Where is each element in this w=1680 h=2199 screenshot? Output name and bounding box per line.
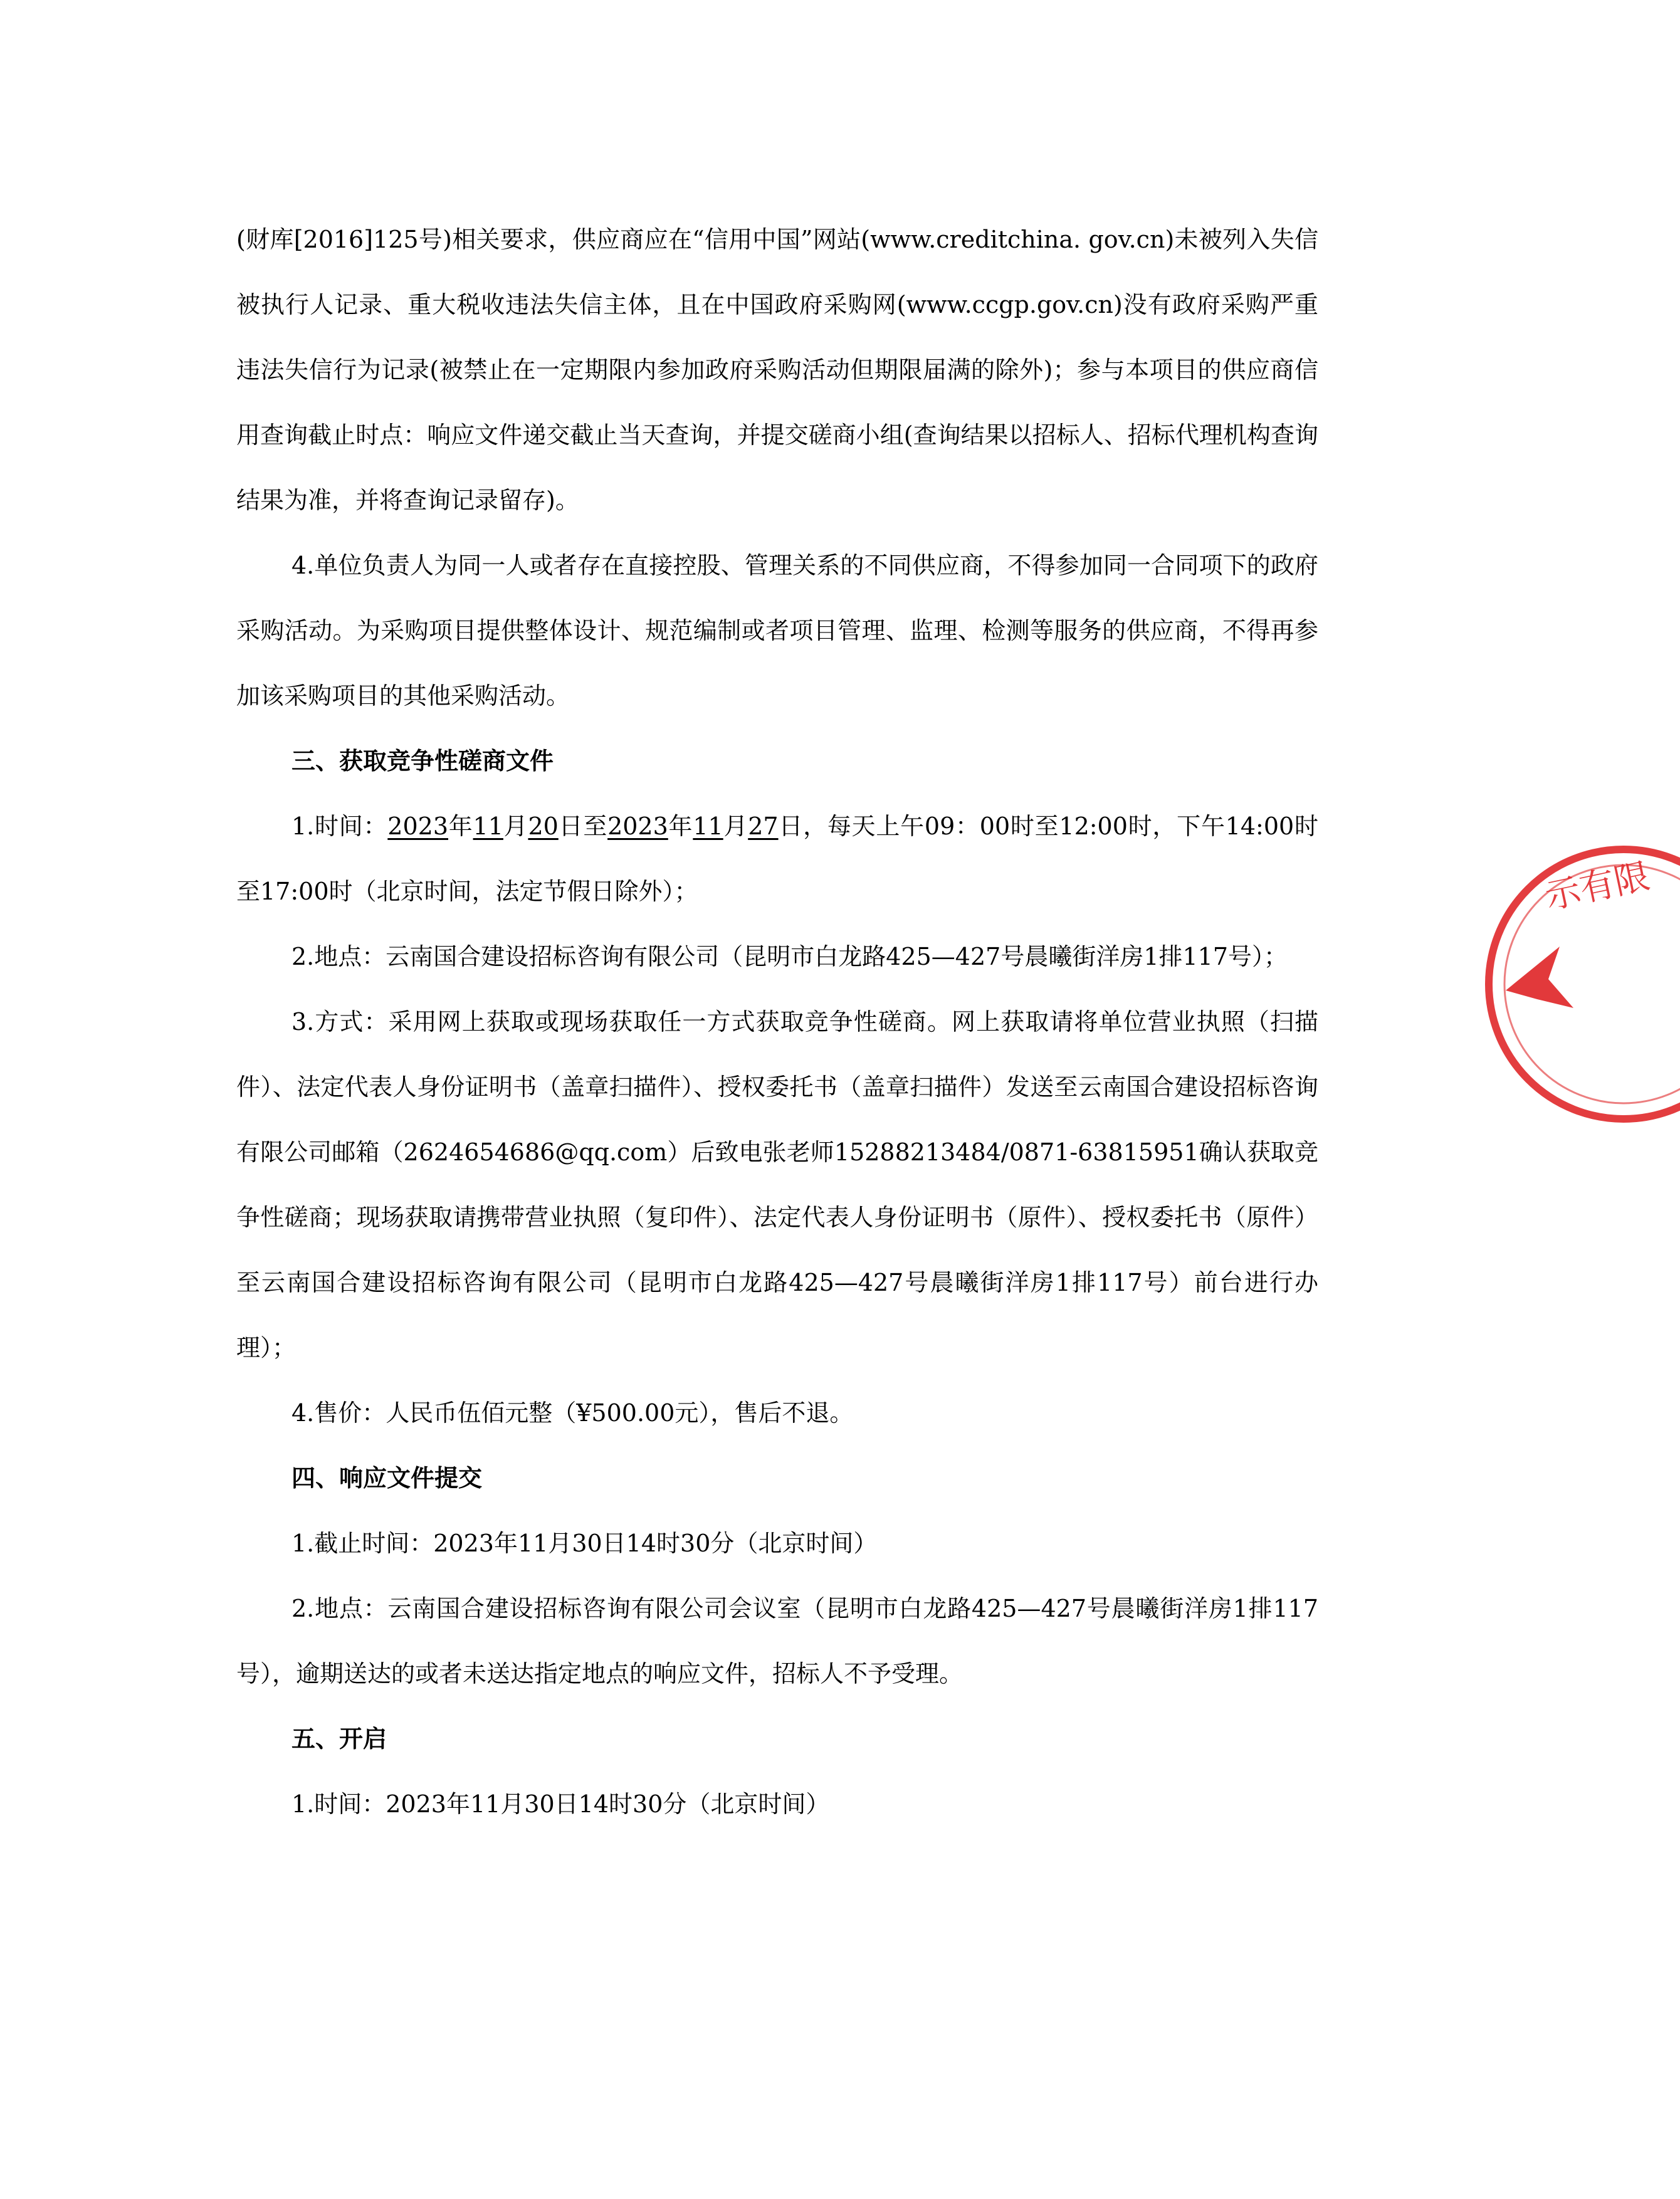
month-char: 月 [503,812,528,840]
section-3-heading: 三、获取竞争性磋商文件 [291,747,554,775]
seal-inner-ring [1504,865,1680,1103]
seal-text: 示有限 [1541,856,1654,918]
section-5-heading: 五、开启 [291,1725,387,1753]
year-char: 年 [668,812,693,840]
paragraph-credit-check: (财库[2016]125号)相关要求，供应商应在“信用中国”网站(www.creditchina. gov.cn)未被列入失信被执行人记录、重大税收违法失信主体，且在中国政府采购网(www.ccgp.gov.cn)没有政府采购严重违法失信行为记录(被禁止在一定期限内参加政府采购活动但期限届满的除外)；参与本项目的供应商信用查询截止时点：响应文件递交截止当天查询，并提交磋商小组(查询结果以招标人、招标代理机构查询结果为准，并将查询记录留存)。 [236,226,1318,514]
section-3-price: 4.售价：人民币伍佰元整（¥500.00元），售后不退。 [291,1399,854,1427]
end-year: 2023 [607,812,668,840]
end-day: 27 [748,812,779,840]
seal-star-icon [1506,947,1573,1008]
start-day: 20 [528,812,559,840]
company-seal-stamp [1467,840,1680,1141]
time-suffix: 日，每天上午09：00时至12:00时，下午14:00时至17:00时（北京时间，法定节假日除外）； [236,812,1318,905]
end-month: 11 [693,812,723,840]
month-char: 月 [723,812,748,840]
section-4-heading: 四、响应文件提交 [291,1464,483,1492]
section-4-place: 2.地点：云南国合建设招标咨询有限公司会议室（昆明市白龙路425—427号晨曦街洋房1排117号），逾期送达的或者未送达指定地点的响应文件，招标人不予受理。 [236,1595,1318,1687]
time-prefix: 1.时间： [291,812,388,840]
document-body [236,207,1318,1837]
section-5-time: 1.时间：2023年11月30日14时30分（北京时间） [291,1790,830,1818]
seal-outer-ring [1489,849,1680,1119]
day-to-text: 日至 [558,812,608,840]
start-month: 11 [473,812,503,840]
year-char: 年 [448,812,473,840]
section-4-deadline: 1.截止时间：2023年11月30日14时30分（北京时间） [291,1530,878,1557]
section-3-method: 3.方式：采用网上获取或现场获取任一方式获取竞争性磋商。网上获取请将单位营业执照（扫描件）、法定代表人身份证明书（盖章扫描件）、授权委托书（盖章扫描件）发送至云南国合建设招标咨询有限公司邮箱（2624654686@qq.com）后致电张老师15288213484/0871-63815951确认获取竞争性磋商；现场获取请携带营业执照（复印件）、法定代表人身份证明书（原件）、授权委托书（原件）至云南国合建设招标咨询有限公司（昆明市白龙路425—427号晨曦街洋房1排117号）前台进行办理）； [236,1008,1318,1362]
section-3-time [236,794,1318,924]
section-3-place: 2.地点：云南国合建设招标咨询有限公司（昆明市白龙路425—427号晨曦街洋房1排117号）； [291,943,1288,970]
start-year: 2023 [387,812,449,840]
paragraph-item-4: 4.单位负责人为同一人或者存在直接控股、管理关系的不同供应商，不得参加同一合同项下的政府采购活动。为采购项目提供整体设计、规范编制或者项目管理、监理、检测等服务的供应商，不得再参加该采购项目的其他采购活动。 [236,552,1318,710]
